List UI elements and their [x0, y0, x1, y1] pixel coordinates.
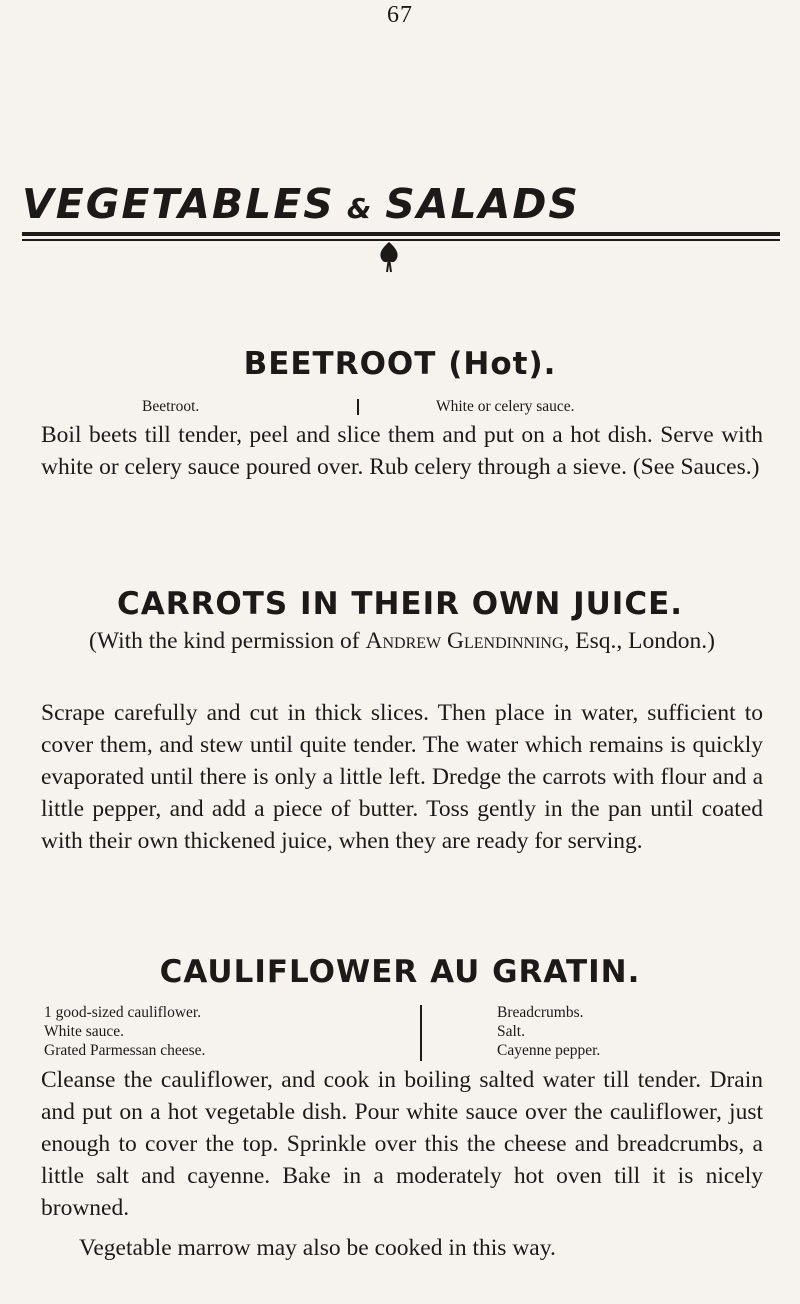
fleuron-icon	[372, 240, 406, 274]
recipe-heading-beetroot: BEETROOT (Hot).	[243, 346, 557, 382]
ingredient-item: White or celery sauce.	[436, 398, 575, 415]
ingredient-item: 1 good-sized cauliflower.	[44, 1004, 202, 1021]
ingredients-divider	[420, 1005, 422, 1061]
chapter-title	[22, 180, 782, 228]
ingredient-item: Salt.	[497, 1023, 525, 1040]
method-cauliflower: Cleanse the cauliflower, and cook in boiling salted water till tender. Drain and put on a hot vegetable dish. Pour white sauce over the cauliflower, just enough to cover the top. Sprinkle over this the cheese and breadcrumbs, a little salt and cayenne. Bake in a moderately hot oven till it is nicely browned.	[41, 1067, 763, 1221]
ingredient-item: Grated Parmessan cheese.	[44, 1042, 206, 1059]
method-beetroot: Boil beets till tender, peel and slice them and put on a hot dish. Serve with white or celery sauce poured over. Rub celery through a sieve. (See Sauces.)	[41, 422, 763, 480]
page-number: 67	[387, 2, 413, 28]
credit-carrots	[41, 625, 763, 657]
chapter-title-right: SALADS	[385, 180, 580, 228]
chapter-title-left: VEGETABLES	[22, 180, 335, 228]
credit-name: Andrew Glendinning	[365, 628, 564, 654]
title-rule-thick	[22, 232, 780, 236]
ingredients-divider	[357, 399, 359, 415]
ingredients-beetroot	[0, 397, 800, 417]
ingredient-item: White sauce.	[44, 1023, 125, 1040]
ingredient-item: Cayenne pepper.	[497, 1042, 601, 1059]
ingredients-cauliflower	[0, 1003, 800, 1063]
ingredients-right-column	[497, 1003, 600, 1060]
ingredient-item: Beetroot.	[142, 398, 200, 415]
ingredients-left-column	[142, 397, 199, 416]
chapter-title-ampersand: &	[346, 192, 374, 225]
ingredients-right-column	[436, 397, 575, 416]
ingredient-item: Breadcrumbs.	[497, 1004, 584, 1021]
note-cauliflower: Vegetable marrow may also be cooked in this way.	[79, 1235, 556, 1261]
ingredients-left-column	[44, 1003, 205, 1060]
recipe-heading-carrots: CARROTS IN THEIR OWN JUICE.	[116, 586, 684, 622]
recipe-heading-cauliflower: CAULIFLOWER AU GRATIN.	[159, 954, 641, 990]
credit-suffix: , Esq., London.)	[563, 628, 715, 654]
credit-prefix: (With the kind permission of	[89, 628, 366, 654]
method-carrots: Scrape carefully and cut in thick slices. Then place in water, sufficient to cover them, and stew until quite tender. The water which remains is quickly evaporated until there is only a little left. Dredge the carrots with flour and a little pepper, and add a piece of butter. Toss gently in the pan until coated with their own thickened juice, when they are ready for serving.	[41, 700, 763, 854]
